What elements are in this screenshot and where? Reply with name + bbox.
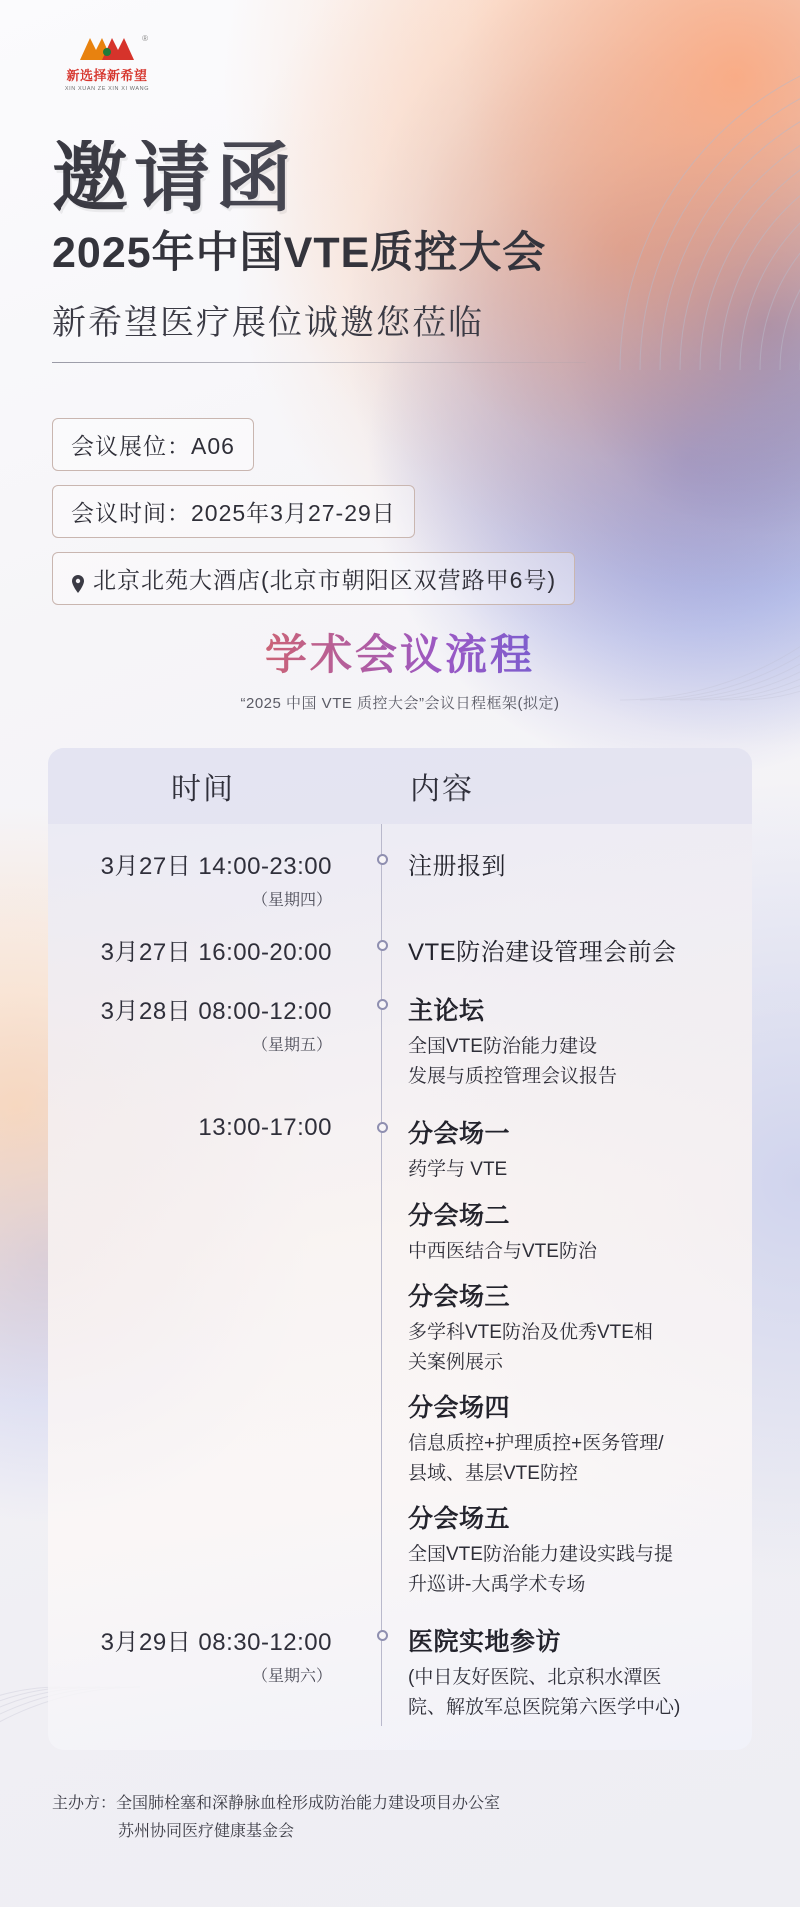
session-detail: 多学科VTE防治及优秀VTE相 (408, 1322, 653, 1344)
schedule-weekday-text: （星期四） (251, 892, 332, 909)
column-header-time: 时间 (171, 773, 235, 806)
registered-mark: ® (142, 34, 148, 43)
timeline-dot-icon (377, 854, 388, 865)
session-title: 分会场四 (408, 1394, 511, 1423)
schedule-row-time (48, 1622, 358, 1686)
schedule-row (48, 1600, 752, 1723)
schedule-session-group (408, 1499, 728, 1598)
venue-text: 北京北苑大酒店(北京市朝阳区双营路甲6号) (93, 567, 557, 593)
schedule-row (48, 910, 752, 969)
schedule-session-group (408, 1388, 728, 1487)
timeline-dot-icon (377, 940, 388, 951)
timeline-dot-icon (377, 1630, 388, 1641)
footer (52, 1790, 500, 1846)
column-header-content: 内容 (410, 773, 474, 806)
session-title: 分会场一 (408, 1120, 511, 1149)
session-detail: 药学与 VTE (408, 1159, 508, 1181)
location-pin-icon (71, 572, 85, 590)
schedule-time-text: 3月29日 08:30-12:00 (100, 1629, 332, 1657)
schedule-row-time (48, 932, 358, 967)
invitation-line: 新希望医疗展位诚邀您莅临 (52, 304, 484, 343)
session-title: 注册报到 (408, 853, 506, 880)
schedule-row-content (406, 932, 752, 969)
schedule-weekday-text: （星期五） (251, 1037, 332, 1054)
logo-mark-icon (76, 34, 148, 64)
schedule-time-text: 3月27日 14:00-23:00 (100, 853, 332, 880)
schedule-rows (48, 824, 752, 1724)
schedule-row-content (406, 1622, 752, 1723)
schedule-session-group (408, 1277, 728, 1376)
timeline-dot-wrap (358, 932, 406, 951)
schedule-row-time (48, 846, 358, 910)
schedule-session-group (408, 1114, 728, 1184)
schedule-header (48, 748, 752, 824)
schedule-time-text: 3月27日 16:00-20:00 (100, 939, 332, 966)
schedule-row (48, 824, 752, 910)
session-title: 分会场三 (408, 1283, 511, 1312)
session-detail: 全国VTE防治能力建设实践与提 (408, 1544, 673, 1566)
logo-text: 新选择新希望 (66, 68, 148, 83)
session-detail: 信息质控+护理质控+医务管理/ (408, 1433, 664, 1455)
timeline-dot-wrap (358, 1622, 406, 1641)
schedule-session-group (408, 1622, 728, 1721)
title-block (52, 133, 712, 363)
session-title: 医院实地参访 (408, 1628, 562, 1657)
session-detail: 县域、基层VTE防控 (408, 1462, 578, 1484)
session-detail: 发展与质控管理会议报告 (408, 1065, 618, 1087)
schedule-session-group (408, 846, 728, 881)
footer-line-1: 主办方：全国肺栓塞和深静脉血栓形成防治能力建设项目办公室 (52, 1795, 501, 1812)
schedule-session-group (408, 932, 728, 967)
schedule-row-time (48, 991, 358, 1055)
schedule-weekday-text: （星期六） (251, 1668, 332, 1686)
schedule-session-group (408, 991, 728, 1090)
info-pills (52, 418, 575, 619)
session-detail: 中西医结合与VTE防治 (408, 1240, 597, 1262)
page-title: 邀请函 (52, 140, 712, 216)
venue-pill (52, 552, 575, 605)
title-divider (52, 362, 586, 363)
session-detail: (中日友好医院、北京积水潭医 (408, 1667, 662, 1689)
schedule-row-content (406, 846, 752, 883)
timeline-dot-wrap (358, 991, 406, 1010)
schedule-row (48, 1092, 752, 1600)
session-detail: 升巡讲-大禹学术专场 (408, 1573, 586, 1595)
schedule-row-time (48, 1114, 358, 1142)
schedule-card (48, 748, 752, 1750)
schedule-row-content (406, 991, 752, 1092)
session-detail: 关案例展示 (408, 1351, 504, 1373)
timeline-dot-wrap (358, 1114, 406, 1133)
section-subtitle: “2025 中国 VTE 质控大会”会议日程框架(拟定) (240, 695, 560, 712)
section-title: 学术会议流程 (0, 622, 800, 682)
conference-name: 2025年中国VTE质控大会 (52, 229, 547, 277)
footer-line-2: 苏州协同医疗健康基金会 (118, 1823, 295, 1840)
time-pill: 会议时间：2025年3月27-29日 (52, 485, 415, 538)
session-title: VTE防治建设管理会前会 (408, 939, 677, 966)
session-title: 分会场二 (408, 1201, 511, 1230)
brand-logo (52, 34, 162, 92)
booth-pill: 会议展位：A06 (52, 418, 254, 471)
schedule-time-text: 13:00-17:00 (198, 1114, 332, 1142)
timeline-dot-icon (377, 999, 388, 1010)
session-detail: 全国VTE防治能力建设 (408, 1036, 597, 1057)
session-detail: 院、解放军总医院第六医学中心) (408, 1697, 681, 1719)
schedule-row (48, 969, 752, 1092)
schedule-session-group (408, 1196, 728, 1266)
schedule-row-content (406, 1114, 752, 1600)
schedule-time-text: 3月28日 08:00-12:00 (100, 998, 332, 1025)
session-title: 分会场五 (408, 1505, 511, 1534)
timeline-dot-wrap (358, 846, 406, 865)
session-title: 主论坛 (408, 997, 485, 1025)
timeline-dot-icon (377, 1122, 388, 1133)
logo-pinyin: XIN XUAN ZE XIN XI WANG (64, 86, 150, 92)
